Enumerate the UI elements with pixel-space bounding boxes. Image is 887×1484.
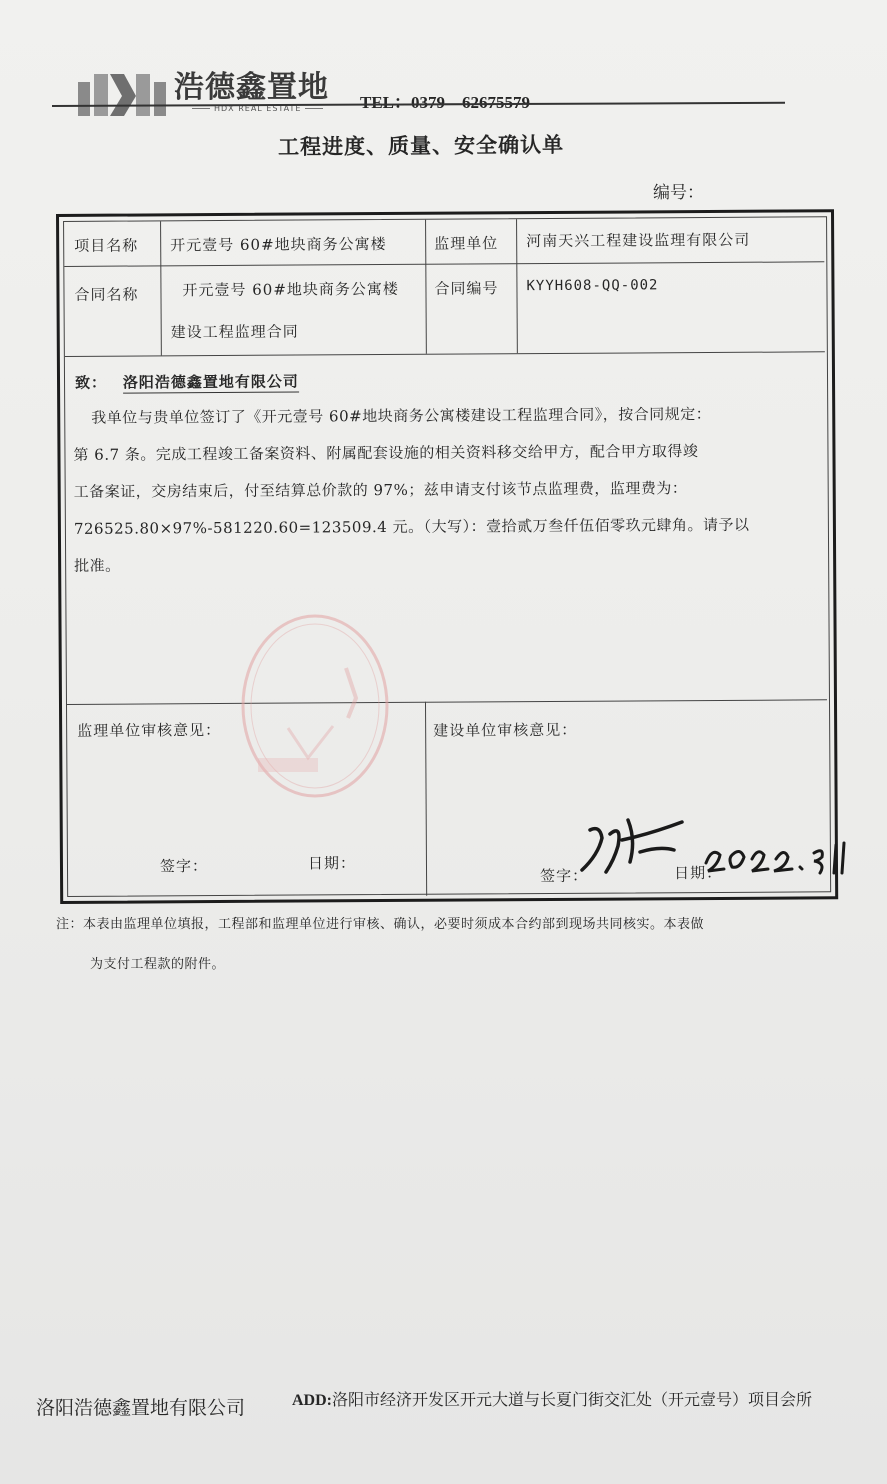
paragraph-line: 726525.80×97%-581220.60=123509.4 元。（大写）：壹拾贰万叁仟伍佰零玖元肆角。请予以 xyxy=(73,515,750,538)
supervisor-value: 河南天兴工程建设监理有限公司 xyxy=(526,230,751,251)
supervisor-label: 监理单位 xyxy=(434,234,499,253)
number-label: 编号： xyxy=(653,183,704,203)
addressee-label: 致： xyxy=(74,373,108,392)
column-divider xyxy=(516,219,518,353)
paragraph-line: 我单位与贵单位签订了《开元壹号 60#地块商务公寓楼建设工程监理合同》，按合同规定： xyxy=(91,405,712,427)
handwritten-signature xyxy=(570,800,700,880)
company-seal-stamp xyxy=(238,608,392,804)
confirmation-form xyxy=(56,209,838,904)
document-title: 工程进度、质量、安全确认单 xyxy=(277,131,565,160)
supervisor-opinion-label: 监理单位审核意见： xyxy=(77,721,222,740)
builder-date-label: 日期： xyxy=(673,863,723,883)
address-value: 洛阳市经济开发区开元大道与长夏门街交汇处（开元壹号）项目会所 xyxy=(332,1392,813,1409)
contract-no-value: KYYH608-QQ-002 xyxy=(526,277,659,295)
form-inner-border xyxy=(63,216,831,897)
builder-sign-label: 签字： xyxy=(539,866,589,886)
supervisor-date-label: 日期： xyxy=(307,854,357,873)
footer-address xyxy=(292,1387,812,1410)
supervisor-sign-label: 签字： xyxy=(159,857,209,876)
addressee-value: 洛阳浩德鑫置地有限公司 xyxy=(122,372,299,392)
row-divider xyxy=(64,261,824,267)
request-paragraph xyxy=(73,395,826,585)
company-logo-english: HDX REAL ESTATE xyxy=(188,104,327,113)
note-line-1: 注：本表由监理单位填报，工程部和监理单位进行审核、确认，必要时须成本合约部到现场共同核实。本表做 xyxy=(56,917,705,932)
contract-name-line2: 建设工程监理合同 xyxy=(170,322,299,342)
contract-name-label: 合同名称 xyxy=(74,285,139,304)
handwritten-date xyxy=(700,833,850,877)
paragraph-line: 批准。 xyxy=(74,556,121,575)
paragraph-line: 工备案证，交房结束后，付至结算总价款的 97%；兹申请支付该节点监理费，监理费为： xyxy=(73,479,688,501)
paragraph-line: 第 6.7 条。完成工程竣工备案资料、附属配套设施的相关资料移交给甲方，配合甲方取得竣 xyxy=(73,442,699,464)
footer-company: 洛阳浩德鑫置地有限公司 xyxy=(36,1398,246,1419)
builder-opinion-label: 建设单位审核意见： xyxy=(433,720,578,740)
telephone: TEL：0379—62675579 xyxy=(360,93,531,112)
column-divider xyxy=(425,702,427,896)
column-divider xyxy=(160,221,162,355)
project-name-value: 开元壹号 60#地块商务公寓楼 xyxy=(170,234,387,255)
row-divider xyxy=(67,699,827,705)
column-divider xyxy=(425,220,427,354)
project-name-label: 项目名称 xyxy=(74,236,139,255)
company-logo-mark xyxy=(78,74,166,118)
row-divider xyxy=(65,351,825,357)
contract-no-label: 合同编号 xyxy=(434,279,499,298)
contract-name-line1: 开元壹号 60#地块商务公寓楼 xyxy=(182,279,399,300)
addressee xyxy=(75,371,299,393)
address-label: ADD: xyxy=(292,1392,332,1409)
note-line-2: 为支付工程款的附件。 xyxy=(90,957,226,972)
company-logo-name: 浩德鑫置地 xyxy=(174,70,329,105)
